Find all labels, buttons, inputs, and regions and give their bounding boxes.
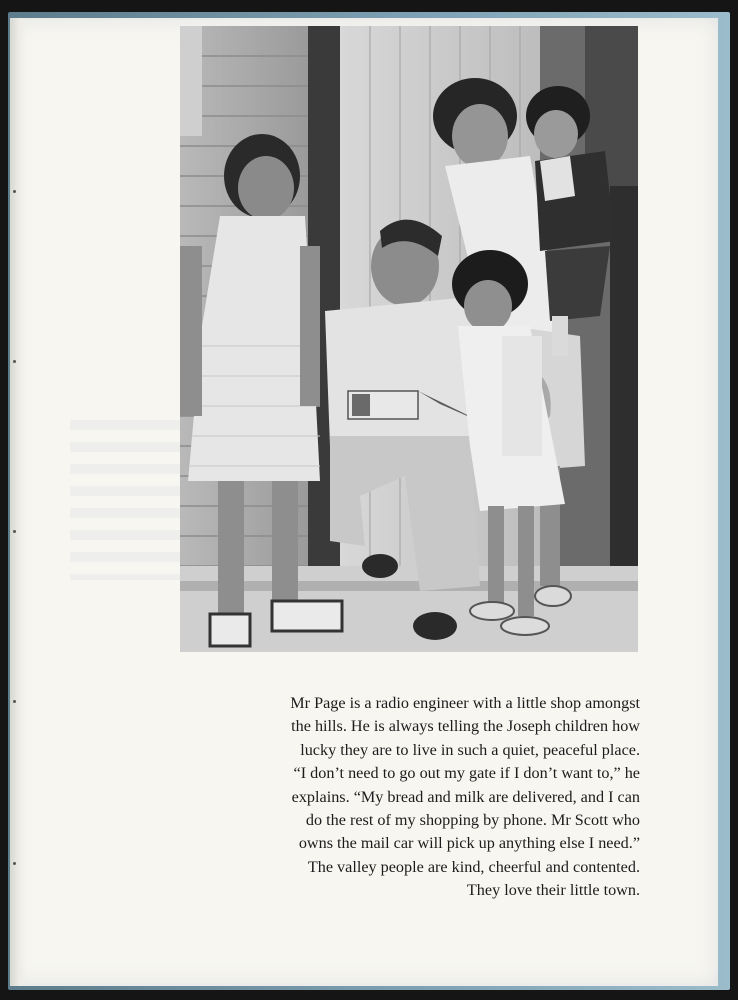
caption-line: The valley people are kind, cheerful and contented. [307,857,640,876]
family-photograph [180,26,638,652]
caption-line: explains. “My bread and milk are delivered, and I can [291,787,640,806]
caption-line: owns the mail car will pick up anything else I need.” [298,834,640,853]
binding-stitch [13,862,16,865]
caption-line: the hills. He is always telling the Joseph children how [291,717,640,736]
binding-stitch [13,190,16,193]
caption-line: They love their little town. [466,881,640,900]
page-gutter [10,18,26,986]
caption-line: do the rest of my shopping by phone. Mr Scott who [305,811,640,830]
binding-stitch [13,700,16,703]
photo-caption [196,692,640,903]
binding-stitch [13,530,16,533]
caption-line: lucky they are to live in such a quiet, peaceful place. [300,740,640,759]
caption-line: “I don’t need to go out my gate if I don’t want to,” he [293,764,640,783]
binding-stitch [13,360,16,363]
caption-line: Mr Page is a radio engineer with a little shop amongst [290,694,640,712]
